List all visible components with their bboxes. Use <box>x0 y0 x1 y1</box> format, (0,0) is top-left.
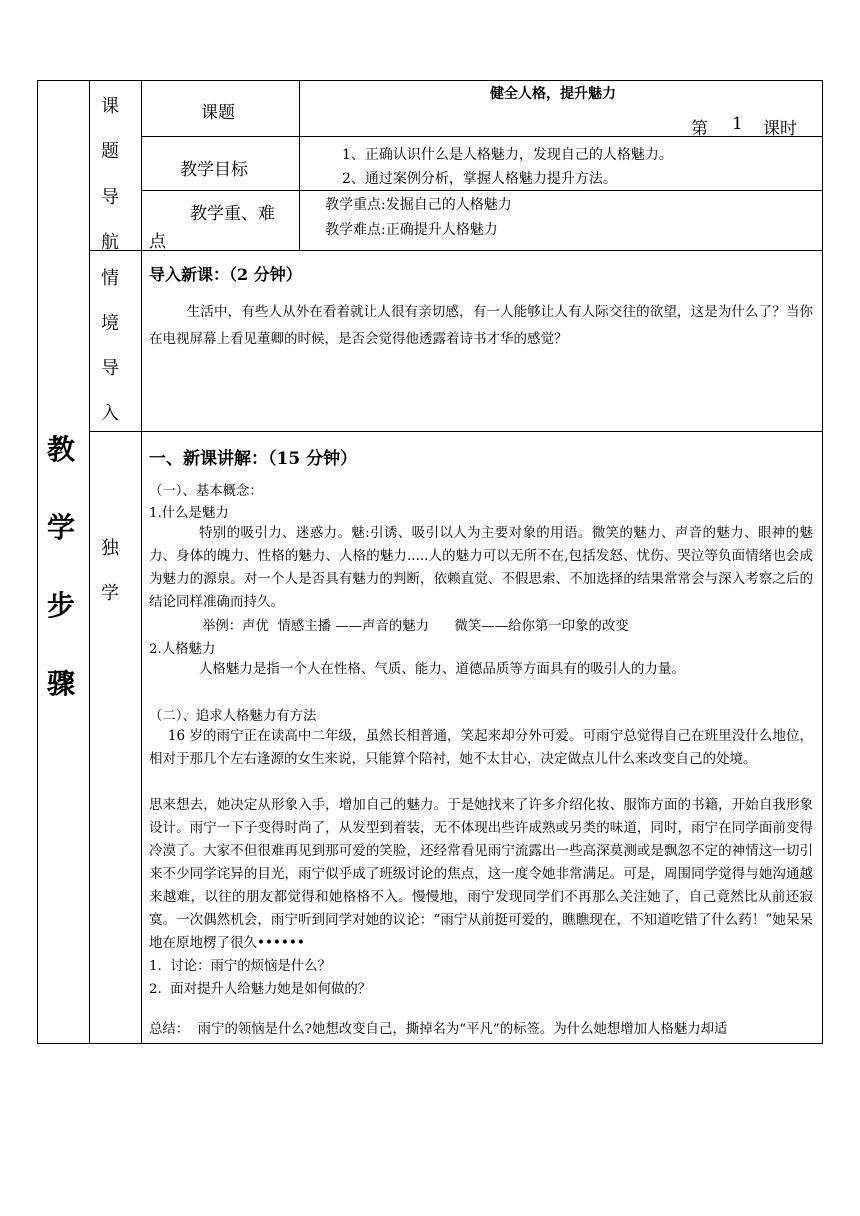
discussion-question-1: 1. 讨论：雨宁的烦恼是什么？ <box>149 959 331 974</box>
intro-text: 生活中，有些人从外在看着就让人很有亲切感，有一人能够让人有人际交往的欲望，这是为什么了？当你在电视屏幕上看见董卿的时候，是否会觉得他透露着诗书才华的感觉？ <box>149 304 813 347</box>
row-divider-goals <box>141 190 823 191</box>
section-label-navigation: 航 <box>101 232 119 253</box>
keypoint-item: 教学重点:发掘自己的人格魅力 <box>325 197 512 213</box>
concept-paragraph-2: 人格魅力是指一个人在性格、气质、能力、道德品质等方面具有的吸引人的力量。 <box>198 661 685 677</box>
lesson-subheading-2: （二）、追求人格魅力有方法 <box>149 709 317 724</box>
col-divider-1 <box>89 80 90 1044</box>
goal-item: 2、通过案例分析，掌握人格魅力提升方法。 <box>342 171 617 187</box>
section-label-navigation: 导 <box>101 187 119 208</box>
lesson-title: 一、新课讲解：（15 分钟） <box>149 449 358 469</box>
table-border-bottom <box>37 1043 823 1044</box>
section-label-situation: 入 <box>101 403 119 424</box>
table-border-left <box>37 80 38 1044</box>
left-label-char: 骤 <box>47 667 76 700</box>
table-border-right <box>822 80 823 1044</box>
row-divider-header <box>89 250 823 251</box>
concept-item-2: 2.人格魅力 <box>149 642 216 657</box>
keypoint-item: 教学难点:正确提升人格魅力 <box>325 222 498 238</box>
section-label-situation: 导 <box>101 358 119 379</box>
story-paragraph-1: 16 岁的雨宁正在读高中二年级，虽然长相普通，笑起来却分外可爱。可雨宁总觉得自己在班里没什么地位，相对于那几个左右逢源的女生来说，只能算个陪衬，她不太甘心，决定做点儿什么来改变自己的处境。 <box>149 728 813 767</box>
discussion-question-2: 2. 面对提升人给魅力她是如何做的？ <box>149 982 372 997</box>
concept-paragraph-1: 特别的吸引力、迷惑力。魅:引诱、吸引以人为主要对象的用语。微笑的魅力、声音的魅力、眼神的魅力、身体的魄力、性格的魅力、人格的魅力.....人的魅力可以无所不在,包括发怒、忧伤、哭泣等负面情绪也会成为魅力的源泉。对一个人是否具有魅力的判断，依赖直觉、不假思索、不加选择的结果常常会与深入考察之后的结论同样准确而持久。 <box>149 525 813 610</box>
section-label-navigation: 课 <box>101 96 119 117</box>
lesson-suffix: 课时 <box>763 119 797 139</box>
left-label-char: 教 <box>47 433 76 466</box>
concept-example: 举例：声优 情感主播 ——声音的魅力 微笑——给你第一印象的改变 <box>202 619 629 634</box>
section-label-situation: 情 <box>101 268 119 289</box>
left-label-char: 步 <box>47 589 76 622</box>
keypoints-label: 教学重、难 <box>190 204 275 224</box>
section-label-self-study: 学 <box>101 583 119 604</box>
keypoints-label-tail: 点 <box>149 232 166 252</box>
topic-value: 健全人格，提升魅力 <box>490 86 616 102</box>
row-divider-topic <box>141 136 823 137</box>
summary-text: 总结： 雨宁的领恼是什么?她想改变自己，撕掉名为“平凡”的标签。为什么她想增加人格魅力却适 <box>149 1022 728 1037</box>
topic-label: 课题 <box>201 103 235 123</box>
goals-label: 教学目标 <box>180 160 248 180</box>
lesson-number: 1 <box>732 114 743 134</box>
intro-title: 导入新课：（2 分钟） <box>149 265 302 284</box>
left-label-char: 学 <box>47 511 76 544</box>
section-label-self-study: 独 <box>101 538 119 559</box>
col-divider-2 <box>141 80 142 1044</box>
lesson-prefix: 第 <box>691 119 708 139</box>
concept-item-1: 1.什么是魅力 <box>149 506 229 521</box>
row-divider-intro <box>89 431 823 432</box>
lesson-subheading-1: （一）、基本概念： <box>149 484 263 499</box>
goal-item: 1、正确认识什么是人格魅力，发现自己的人格魅力。 <box>342 147 673 163</box>
table-border-top <box>37 80 823 81</box>
section-label-situation: 境 <box>101 313 119 334</box>
col-divider-3 <box>299 80 300 250</box>
section-label-navigation: 题 <box>101 141 119 162</box>
story-paragraph-2: 思来想去，她决定从形象入手，增加自己的魅力。于是她找来了许多介绍化妆、服饰方面的书籍，开始自我形象设计。雨宁一下子变得时尚了，从发型到着装，无不体现出些许成熟或另类的味道，同时，雨宁在同学面前变得冷漠了。大家不但很难再见到那可爱的笑脸，还经常看见雨宁流露出一些高深莫测或是飘忽不定的神情这一切引来不少同学诧异的目光，雨宁似乎成了班级讨论的焦点，这一度令她非常满足。可是，周围同学觉得与她沟通越来越难，以往的朋友都觉得和她格格不入。慢慢地，雨宁发现同学们不再那么关注她了，自己竟然比从前还寂寞。一次偶然机会，雨宁听到同学对她的议论：“雨宁从前挺可爱的，瞧瞧现在，不知道吃错了什么药！”她呆呆地在原地楞了很久•••••• <box>149 797 813 951</box>
